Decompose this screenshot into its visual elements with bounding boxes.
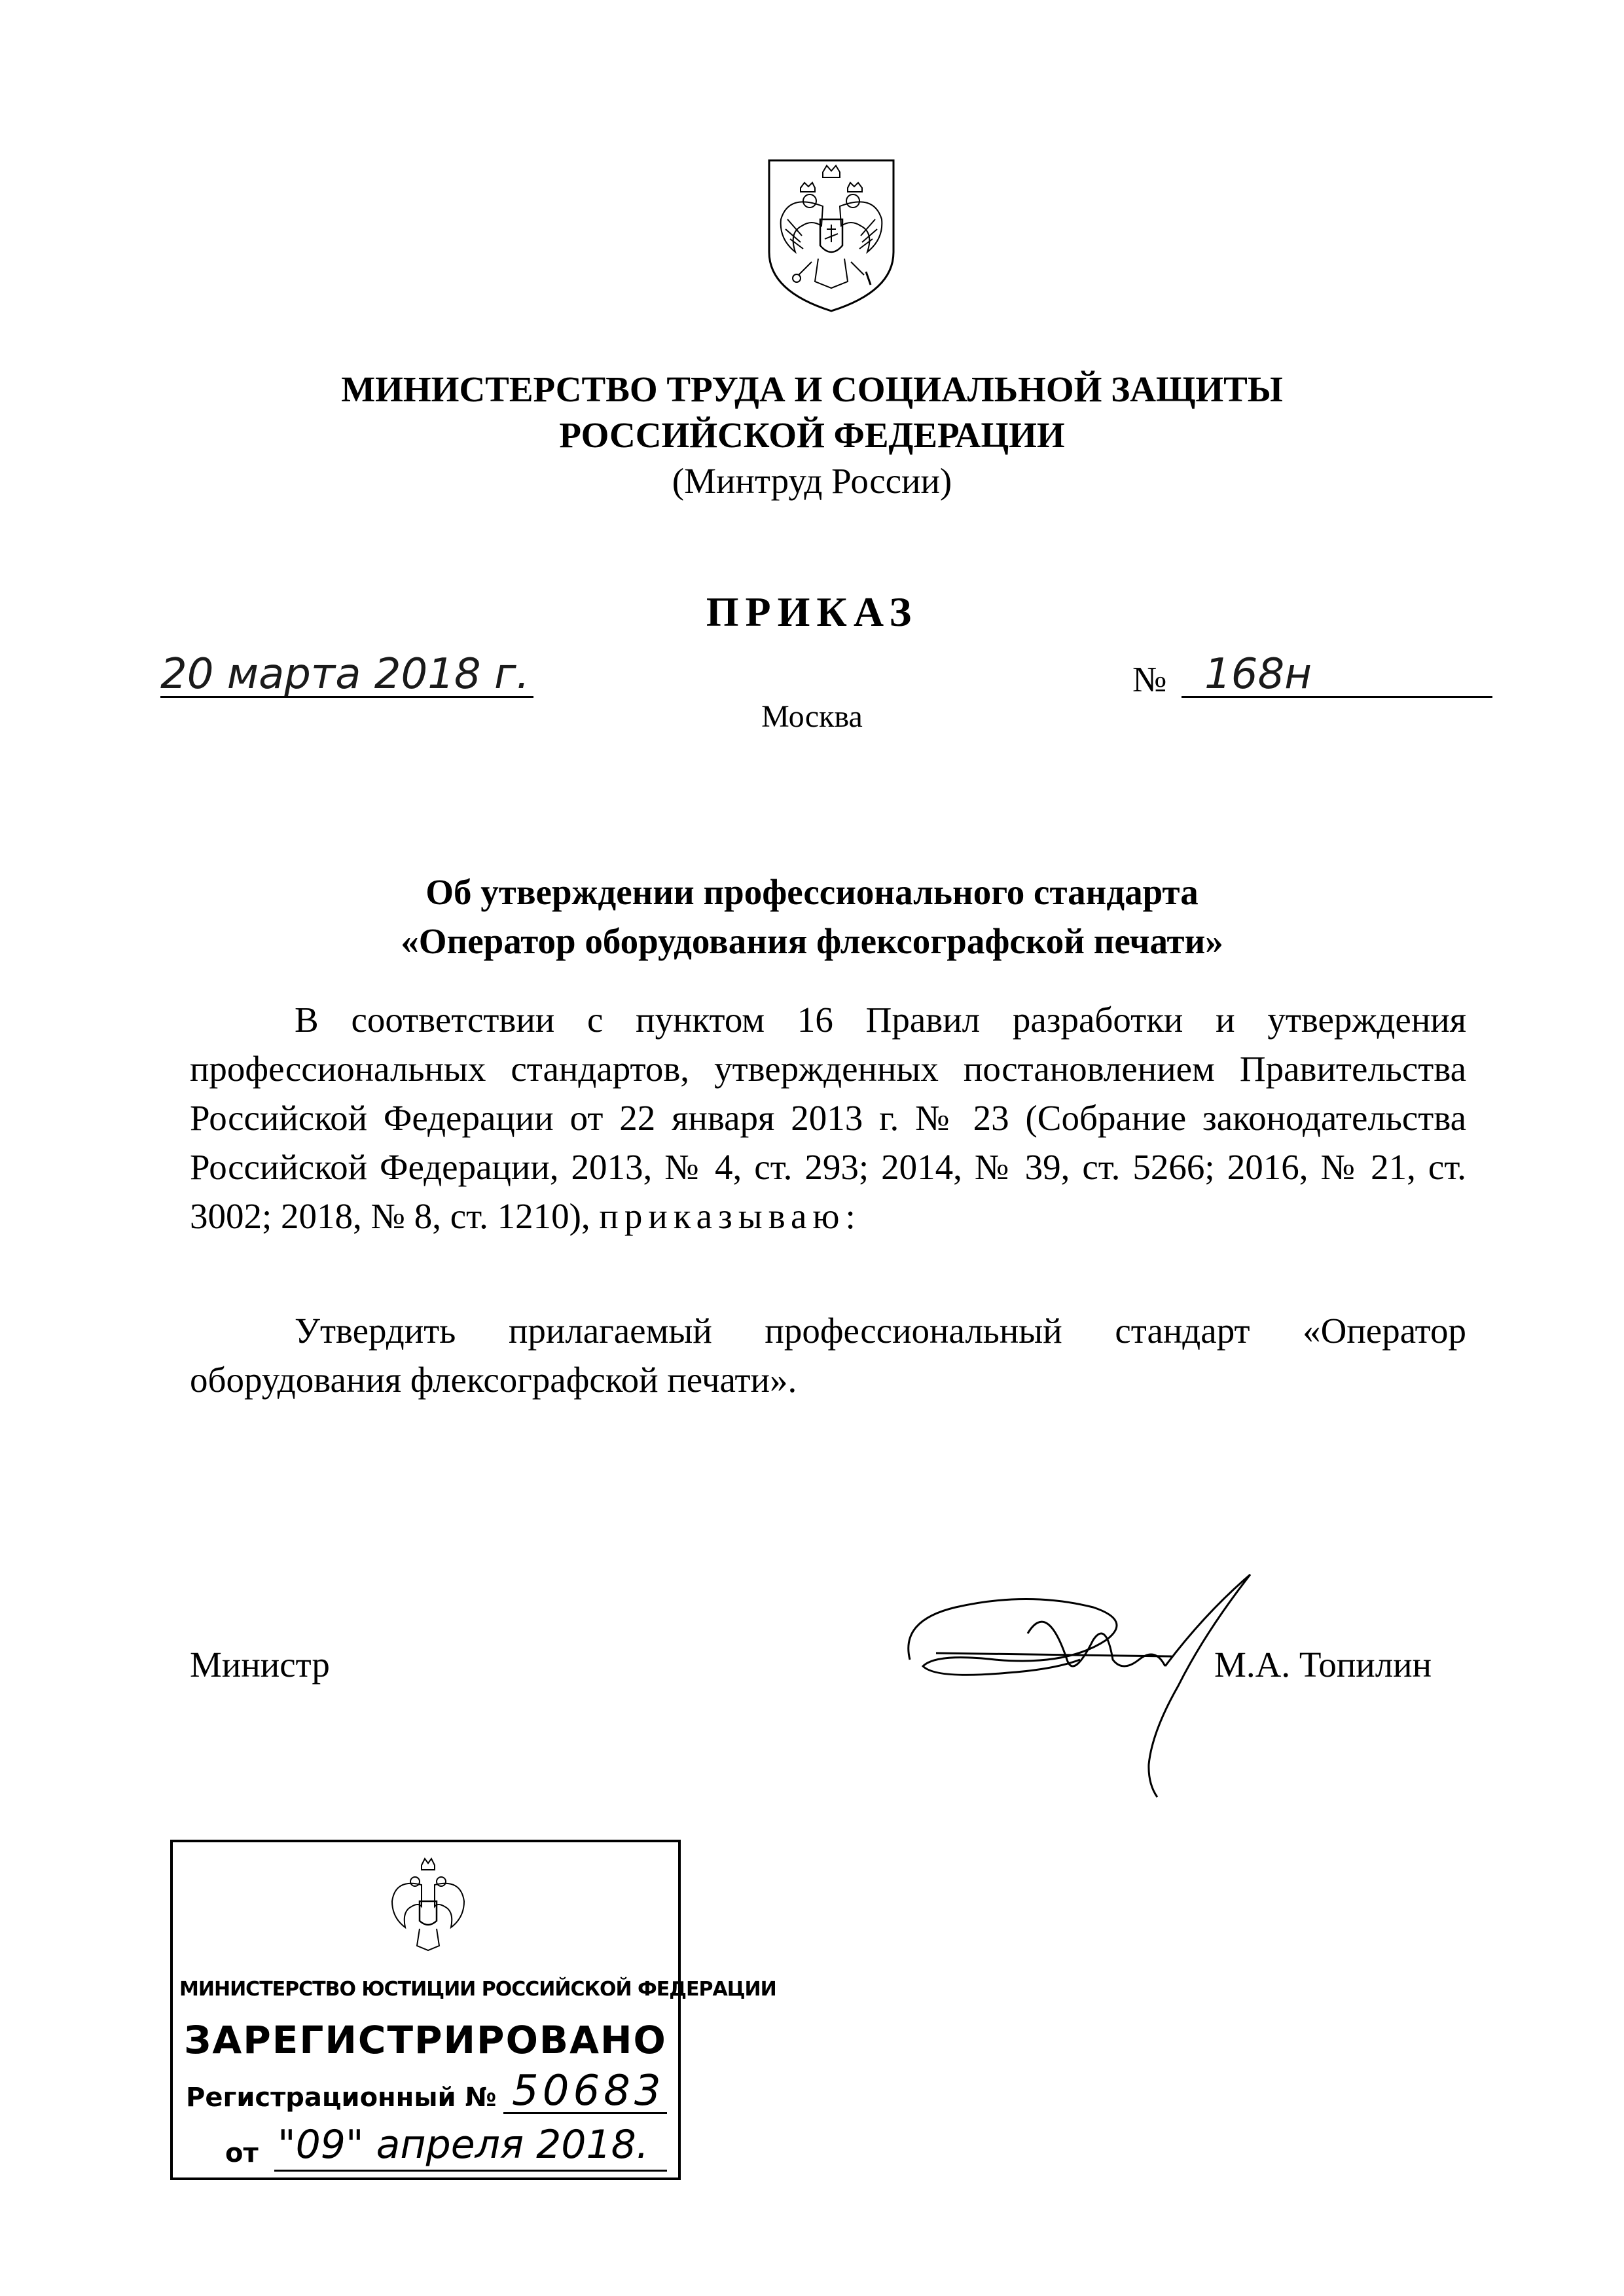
stamp-ministry: МИНИСТЕРСТВО ЮСТИЦИИ РОССИЙСКОЙ ФЕДЕРАЦИИ — [179, 1978, 776, 2001]
signer-name: М.А. Топилин — [1214, 1645, 1432, 1685]
stamp-eagle-icon — [379, 1855, 477, 1954]
coat-of-arms-icon — [749, 154, 913, 318]
subject-line2: «Оператор оборудования флексографской печати» — [401, 921, 1223, 961]
stamp-regnum-underline — [503, 2112, 667, 2114]
ministry-name-line1: МИНИСТЕРСТВО ТРУДА И СОЦИАЛЬНОЙ ЗАЩИТЫ — [341, 369, 1283, 409]
signature-icon — [897, 1561, 1263, 1810]
body-paragraph-2: Утвердить прилагаемый профессиональный стандарт «Оператор оборудования флексографской печати». — [190, 1311, 1466, 1400]
stamp-date-prefix: от — [225, 2138, 259, 2168]
paragraph-1-text: В соответствии с пунктом 16 Правил разработки и утверждения профессиональных стандартов, утвержденных постановлением Правительства Российской Федерации от 22 января 2013 г. № 23 (Собрание законодательства Российской Федерации, 2013, № 4, ст. 293; 2014, № 39, ст. 5266; 2016, № 21, ст. 3002; 2018, № 8, ст. 1210), — [190, 1000, 1466, 1236]
ministry-short-name: (Минтруд России) — [672, 461, 952, 501]
subject-line1: Об утверждении профессионального стандарта — [425, 872, 1199, 912]
body-paragraph-1 — [190, 995, 1466, 1241]
city: Москва — [761, 699, 863, 734]
order-date: 20 марта 2018 г. — [160, 650, 530, 699]
signer-position: Министр — [190, 1645, 330, 1685]
stamp-regnum-value: 50683 — [512, 2067, 665, 2115]
stamp-regnum-label: Регистрационный № — [186, 2083, 497, 2113]
order-word: приказываю: — [599, 1196, 861, 1236]
order-number: 168н — [1204, 650, 1312, 699]
number-sign: № — [1132, 659, 1167, 699]
ministry-name-line2: РОССИЙСКОЙ ФЕДЕРАЦИИ — [559, 415, 1065, 455]
stamp-registered: ЗАРЕГИСТРИРОВАНО — [184, 2018, 667, 2062]
registration-stamp — [170, 1840, 776, 2180]
order-title: ПРИКАЗ — [706, 589, 918, 635]
stamp-date-underline — [274, 2170, 667, 2172]
stamp-date-value: "09" апреля 2018. — [278, 2122, 649, 2168]
